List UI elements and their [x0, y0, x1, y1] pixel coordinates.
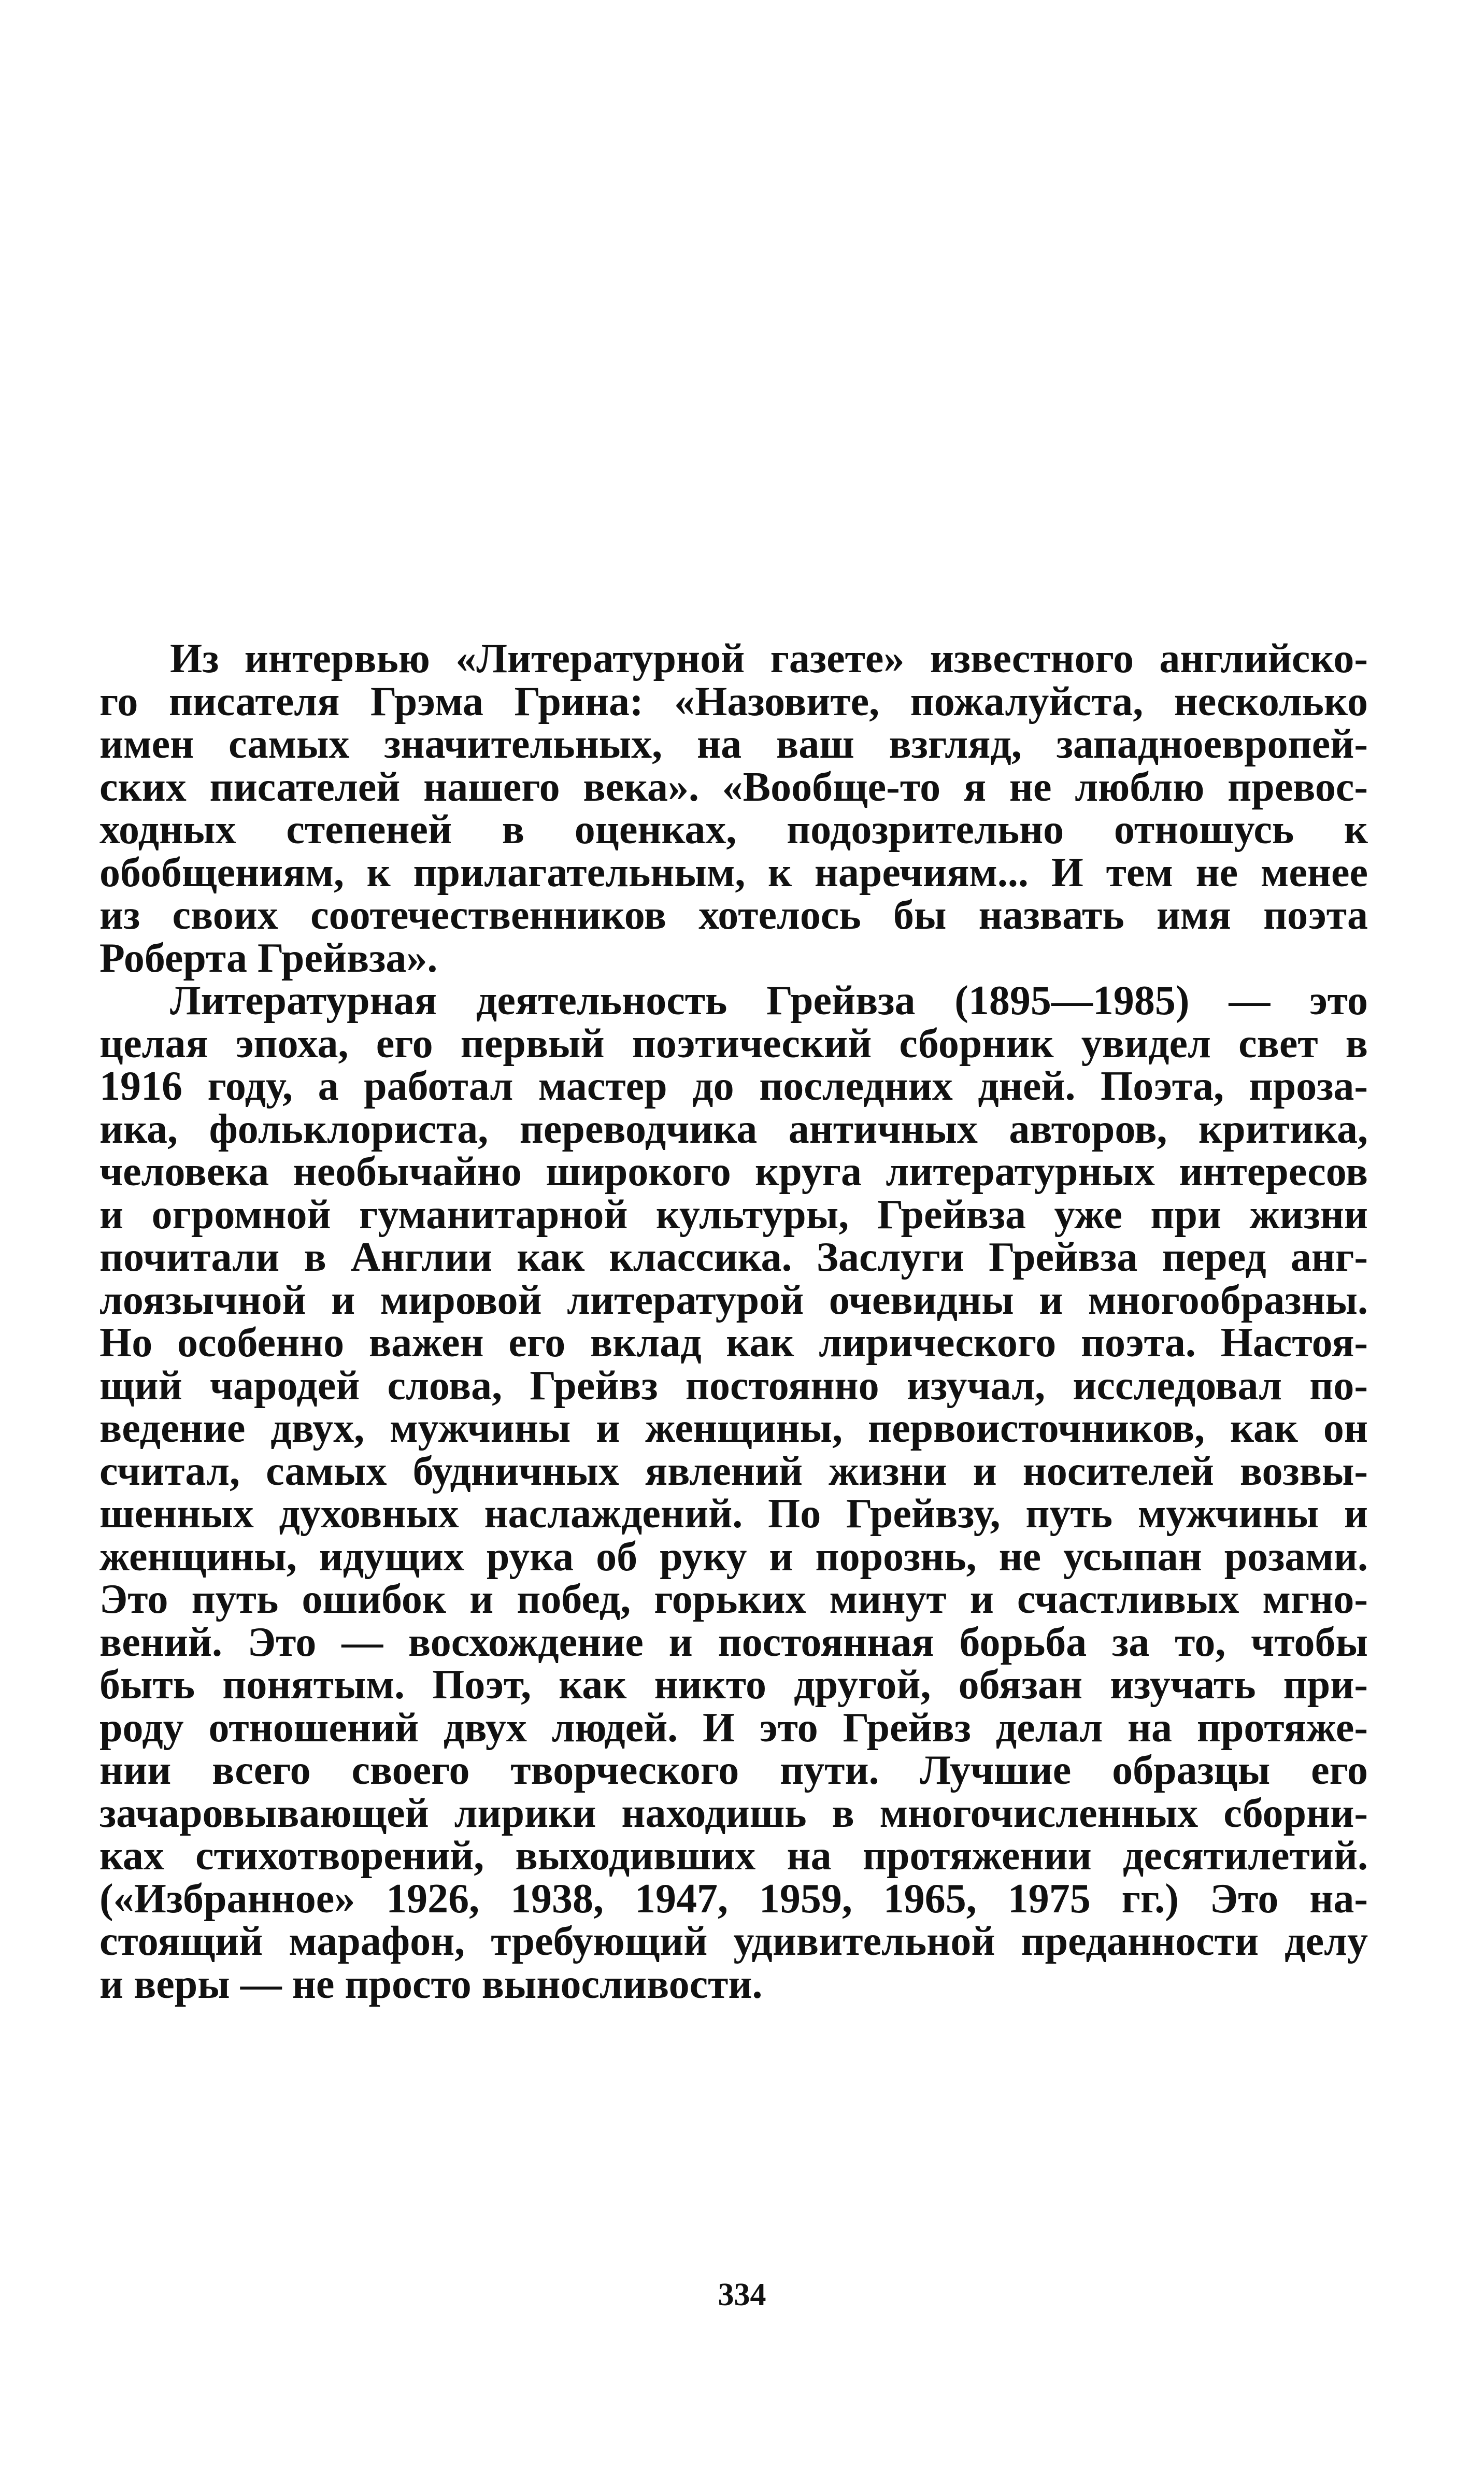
paragraph-graham-greene-interview: [99, 637, 1368, 979]
text-line: целая эпоха, его первый поэтический сборник увидел свет в: [99, 1020, 1368, 1067]
text-line: шенных духовных наслаждений. По Грейвзу, путь мужчины и: [99, 1491, 1368, 1537]
text-line: роду отношений двух людей. И это Грейвз делал на протяже-: [99, 1705, 1368, 1751]
text-line: ских писателей нашего века». «Вообще-то я не люблю превос-: [99, 764, 1368, 810]
text-line: нии всего своего творческого пути. Лучшие образцы его: [99, 1748, 1368, 1793]
text-line: и веры — не просто выносливости.: [99, 1961, 763, 2007]
text-line: 1916 году, а работал мастер до последних дней. Поэта, проза-: [99, 1063, 1368, 1109]
text-line: и огромной гуманитарной культуры, Грейвза уже при жизни: [99, 1191, 1368, 1238]
text-line: имен самых значительных, на ваш взгляд, западноевропей-: [99, 721, 1368, 767]
text-line: Это путь ошибок и побед, горьких минут и счастливых мгно-: [99, 1577, 1368, 1622]
text-line: считал, самых будничных явлений жизни и носителей возвы-: [99, 1448, 1368, 1494]
page-number: 334: [718, 2277, 766, 2312]
paragraph-graves-literary-activity: [99, 979, 1368, 2006]
text-line: зачаровывающей лирики находишь в многочисленных сборни-: [99, 1790, 1368, 1836]
text-line: Но особенно важен его вклад как лирического поэта. Настоя-: [99, 1320, 1368, 1366]
text-line: ика, фольклориста, переводчика античных авторов, критика,: [99, 1106, 1368, 1152]
text-line: («Избранное» 1926, 1938, 1947, 1959, 1965, 1975 гг.) Это на-: [99, 1876, 1368, 1922]
text-line: женщины, идущих рука об руку и порознь, не усыпан розами.: [99, 1533, 1368, 1580]
text-line: щий чародей слова, Грейвз постоянно изучал, исследовал по-: [99, 1362, 1368, 1409]
text-line: ведение двух, мужчины и женщины, первоисточников, как он: [99, 1405, 1368, 1451]
text-line: Роберта Грейвза».: [99, 935, 438, 981]
text-line: го писателя Грэма Грина: «Назовите, пожалуйста, несколько: [99, 678, 1368, 725]
text-line: вений. Это — восхождение и постоянная борьба за то, чтобы: [99, 1619, 1368, 1665]
text-line: ходных степеней в оценках, подозрительно отношусь к: [99, 807, 1368, 853]
text-line: быть понятым. Поэт, как никто другой, обязан изучать при-: [99, 1662, 1368, 1708]
text-line: человека необычайно широкого круга литературных интересов: [99, 1149, 1368, 1195]
text-line: Литературная деятельность Грейвза (1895—1985) — это: [170, 978, 1368, 1024]
text-line: почитали в Англии как классика. Заслуги Грейвза перед анг-: [99, 1234, 1368, 1280]
text-line: Из интервью «Литературной газете» известного английско-: [170, 636, 1368, 681]
text-line: ках стихотворений, выходивших на протяжении десятилетий.: [99, 1833, 1368, 1879]
text-line: лоязычной и мировой литературой очевидны и многообразны.: [99, 1277, 1368, 1323]
text-line: обобщениям, к прилагательным, к наречиям... И тем не менее: [99, 849, 1368, 896]
text-line: из своих соотечественников хотелось бы назвать имя поэта: [99, 892, 1368, 938]
text-line: стоящий марафон, требующий удивительной преданности делу: [99, 1919, 1368, 1964]
body-text: [99, 637, 1368, 2006]
